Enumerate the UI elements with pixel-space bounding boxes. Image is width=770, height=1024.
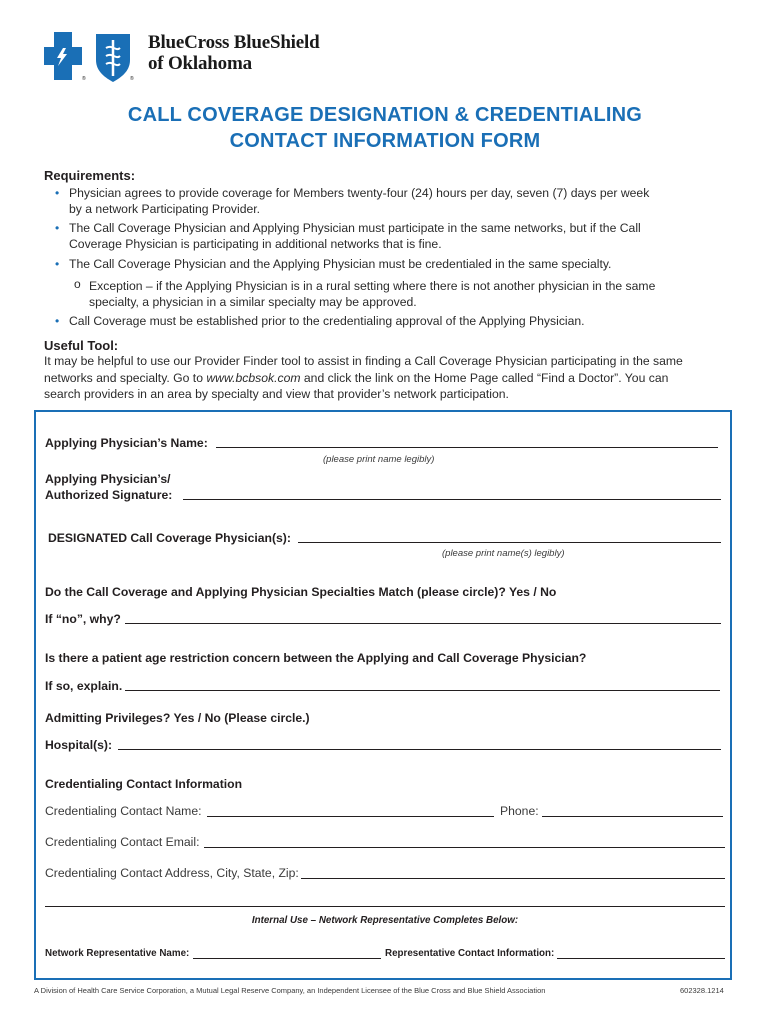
credentialing-contact-heading: Credentialing Contact Information [45,777,243,791]
admitting-privileges-question: Admitting Privileges? Yes / No (Please circle.) [45,711,310,725]
requirement-subitem-line1: Exception – if the Applying Physician is in a rural setting where there is not another physician in the same [89,279,656,293]
requirement-item-4: Call Coverage must be established prior to the credentialing approval of the Applying Physician. [69,314,585,328]
bullet-icon: • [55,221,60,235]
phone-label: Phone: [500,804,539,818]
brand-name-line1: BlueCross BlueShield [148,32,320,53]
age-restriction-question: Is there a patient age restriction concern between the Applying and Call Coverage Physician? [45,651,587,665]
useful-tool-line1: It may be helpful to use our Provider Finder tool to assist in finding a Call Coverage Physician participating in the same [44,354,683,368]
designated-hint: (please print name(s) legibly) [442,548,565,559]
hospitals-label: Hospital(s): [45,738,113,752]
registered-mark-left: ® [82,76,86,82]
applying-name-hint: (please print name legibly) [323,454,435,465]
blue-cross-icon [44,32,82,80]
applying-physician-name-label: Applying Physician’s Name: [45,436,208,450]
footer-disclaimer: A Division of Health Care Service Corporation, a Mutual Legal Reserve Company, an Independent Licensee of the Blue Cross and Blue Shield Association [34,986,546,995]
credentialing-contact-name-label: Credentialing Contact Name: [45,804,202,818]
signature-label-line1: Applying Physician’s/ [45,472,171,486]
requirement-item-1-line2: by a network Participating Provider. [69,202,261,216]
requirement-subitem-line2: specialty, a physician in a similar specialty may be approved. [89,295,417,309]
form-title-line2: CONTACT INFORMATION FORM [229,130,541,152]
requirements-heading: Requirements: [44,168,136,183]
credentialing-contact-address-field[interactable] [301,878,725,879]
credentialing-contact-email-label: Credentialing Contact Email: [45,835,200,849]
if-no-why-label: If “no”, why? [45,612,121,626]
signature-label-line2: Authorized Signature: [45,488,173,502]
useful-tool-heading: Useful Tool: [44,338,119,353]
designated-physician-field[interactable] [298,542,721,543]
requirement-item-1-line1: Physician agrees to provide coverage for Members twenty-four (24) hours per day, seven (7) days per week [69,186,650,200]
credentialing-contact-email-field[interactable] [204,847,725,848]
internal-use-divider [45,906,725,907]
signature-field[interactable] [183,499,721,500]
hollow-bullet-icon: o [74,277,81,291]
form-title-line1: CALL COVERAGE DESIGNATION & CREDENTIALING [127,104,643,126]
useful-tool-line2-text-end: and click the link on the Home Page called “Find a Doctor”. You can [300,371,669,385]
bcbsok-link[interactable]: www.bcbsok.com [206,371,301,385]
blue-shield-icon [96,34,130,82]
requirement-item-3: The Call Coverage Physician and the Applying Physician must be credentialed in the same specialty. [69,257,612,271]
network-representative-name-label: Network Representative Name: [45,948,190,959]
credentialing-contact-address-label: Credentialing Contact Address, City, State, Zip: [45,866,299,880]
brand-name-line2: of Oklahoma [148,53,252,74]
useful-tool-line3: search providers in an area by specialty and view that provider’s network participation. [44,387,509,401]
registered-mark-right: ® [130,76,134,82]
if-so-explain-field[interactable] [125,690,720,691]
bullet-icon: • [55,314,60,328]
bullet-icon: • [55,186,60,200]
if-so-explain-label: If so, explain. [45,679,123,693]
requirement-item-2-line1: The Call Coverage Physician and Applying Physician must participate in the same networks, but if the Call [69,221,641,235]
useful-tool-line2-text: networks and specialty. Go to [44,371,207,385]
credentialing-contact-name-field[interactable] [207,816,494,817]
internal-use-heading: Internal Use – Network Representative Completes Below: [251,915,519,926]
requirement-item-2-line2: Coverage Physician is participating in additional networks that is fine. [69,237,442,251]
bullet-icon: • [55,257,60,271]
phone-field[interactable] [542,816,723,817]
specialty-match-question: Do the Call Coverage and Applying Physician Specialties Match (please circle)? Yes / No [45,585,557,599]
hospitals-field[interactable] [118,749,721,750]
applying-physician-name-field[interactable] [216,447,718,448]
representative-contact-label: Representative Contact Information: [385,948,555,959]
representative-contact-field[interactable] [557,958,725,959]
network-representative-name-field[interactable] [193,958,381,959]
designated-physician-label: DESIGNATED Call Coverage Physician(s): [48,531,291,545]
if-no-why-field[interactable] [125,623,721,624]
form-number: 602328.1214 [680,986,724,995]
